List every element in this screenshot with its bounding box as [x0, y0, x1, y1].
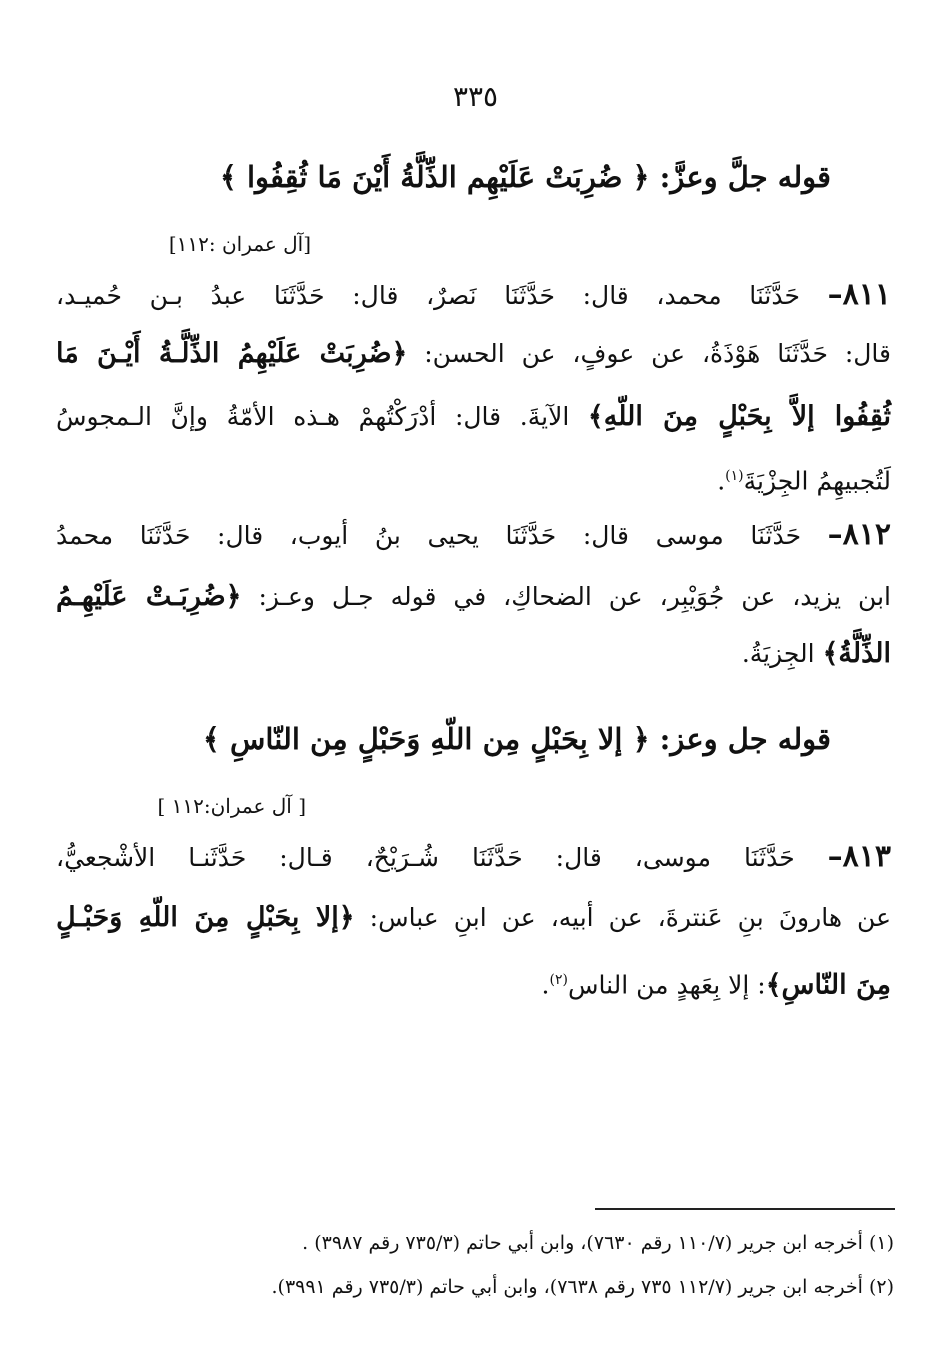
page-number: ٣٣٥ [452, 80, 499, 113]
hadith-text: : إلا بِعَهدٍ من الناس [567, 970, 766, 1000]
footnote-marker: (١) [725, 468, 744, 484]
hadith-text: الجِزيَةُ. [741, 639, 823, 668]
heading-verse: ﴿ ضُرِبَتْ عَلَيْهِم الذِّلَّةُ أَيْنَ مَا ثُقِفُوا ﴾ [219, 160, 650, 194]
hadith-line [56, 456, 891, 496]
hadith-line [56, 334, 891, 374]
hadith-number: ٨١١– [827, 277, 891, 312]
hadith-text: . [717, 466, 726, 496]
hadith-line [56, 634, 891, 674]
hadith-text: حَدَّثَنَا موسى، قال: حَدَّثَنَا شُـرَيْحٌ، قـال: حَدَّثَنـا الأشْجعيُّ، [56, 843, 795, 872]
footnote-separator [595, 1208, 895, 1210]
hadith-line [56, 837, 891, 877]
heading-lead: قوله جلَّ وعزَّ: [659, 160, 831, 194]
hadith-number: ٨١٣– [827, 839, 891, 874]
hadith-number: ٨١٢– [827, 517, 891, 552]
surah-reference: [آل عمران :١١٢] [168, 232, 311, 256]
quran-verse: ﴿إلا بِحَبْلٍ مِنَ اللّهِ وَحَبْـلٍ [56, 902, 355, 933]
hadith-text: عن هارونَ بنِ عَنترةَ، عن أبيه، عن ابنِ عباس: [354, 903, 891, 932]
heading-lead: قوله جل وعز: [659, 722, 831, 756]
hadith-text: لَتُجبيهِمُ الجِزْيَةَ [743, 466, 891, 496]
hadith-text: حَدَّثَنَا محمد، قال: حَدَّثَنَا نَصرٌ، قال: حَدَّثَنَا عبدُ بـن حُميـد، [56, 281, 800, 310]
hadith-text: حَدَّثَنَا موسى قال: حَدَّثَنَا يحيى بنُ أيوب، قال: حَدَّثَنَا محمدُ [56, 521, 802, 550]
quran-verse: ثُقِفُوا إلاَّ بِحَبْلٍ مِنَ اللّهِ﴾ [587, 401, 891, 432]
hadith-line [56, 515, 891, 555]
footnote: (١) أخرجه ابن جرير (١١٠/٧ رقم ٧٦٣٠)، وابن أبي حاتم (٧٣٥/٣ رقم ٣٩٨٧) . [302, 1232, 894, 1254]
section-heading [131, 722, 831, 756]
hadith-text: قال: حَدَّثَنَا هَوْذَةُ، عن عوفٍ، عن الحسن: [407, 339, 892, 368]
quran-verse: الذِّلَّةُ﴾ [822, 638, 891, 669]
hadith-line [56, 275, 891, 315]
hadith-line [56, 898, 891, 938]
footnote-marker: (٢) [549, 972, 568, 988]
hadith-text: ابن يزيد، عن جُوَيْبِر، عن الضحاكِ، في قوله جـل وعـز: [241, 582, 891, 611]
quran-verse: ﴿ضُرِبَـتْ عَلَيْهِـمُ [56, 581, 242, 612]
surah-reference: [ آل عمران:١١٢ ] [157, 794, 306, 818]
heading-verse: ﴿ إلا بِحَبْلٍ مِن اللّهِ وَحَبْلٍ مِن النّاسِ ﴾ [202, 722, 650, 756]
hadith-text: . [541, 970, 550, 1000]
quran-verse: مِنَ النّاسِ﴾ [765, 969, 891, 1001]
hadith-text: الآيةَ. قال: أدْرَكْتُهمْ هـذه الأمّةُ وإنَّ الـمجوسُ [56, 402, 588, 431]
hadith-line [56, 960, 891, 1000]
hadith-line [56, 397, 891, 437]
quran-verse: ﴿ضُرِبَتْ عَلَيْهِمُ الذِّلَّـةُ أَيْـنَ مَا [56, 338, 408, 369]
hadith-line [56, 577, 891, 617]
footnote: (٢) أخرجه ابن جرير (١١٢/٧ ٧٣٥ رقم ٧٦٣٨)، وابن أبي حاتم (٧٣٥/٣ رقم ٣٩٩١). [271, 1276, 894, 1298]
section-heading [131, 160, 831, 194]
